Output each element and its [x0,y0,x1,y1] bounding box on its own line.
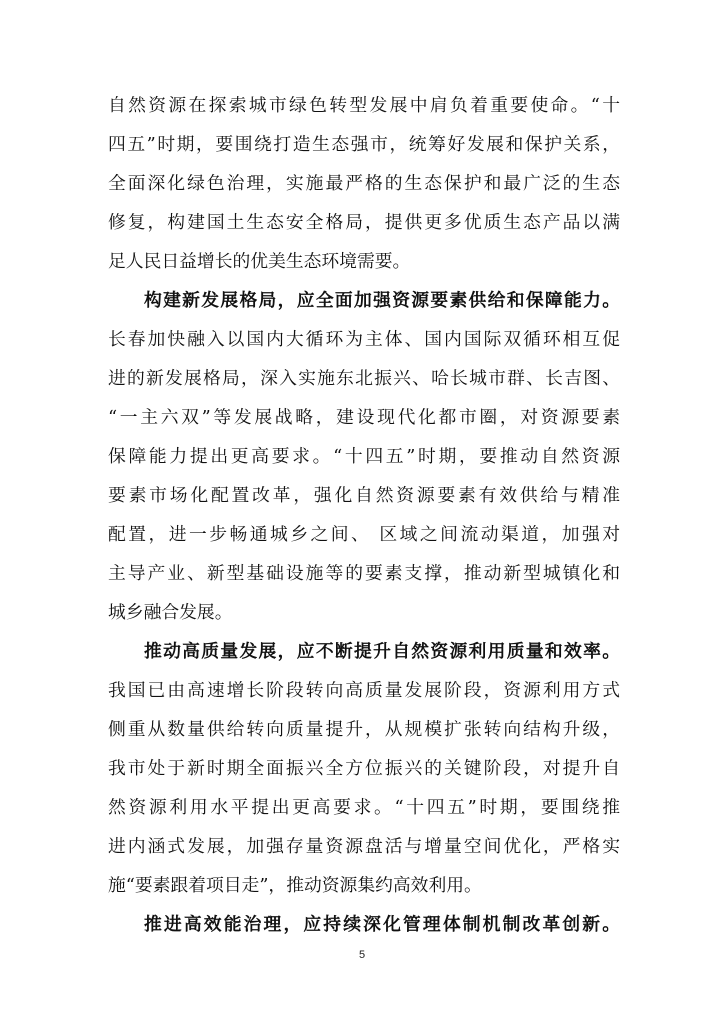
body-text-line: 保障能力提出更高要求。“十四五”时期，要推动自然资源 [108,446,620,467]
body-text-line: 我国已由高速增长阶段转向高质量发展阶段，资源利用方式 [108,680,620,701]
body-text-line: 进的新发展格局，深入实施东北振兴、哈长城市群、长吉图、 [108,368,620,389]
section-heading-line: 构建新发展格局，应全面加强资源要素供给和保障能力。 [144,290,620,311]
body-text-line: 城乡融合发展。 [108,602,233,623]
body-text-line: 要素市场化配置改革，强化自然资源要素有效供给与精准 [108,485,620,506]
body-text-line: 配置，进一步畅通城乡之间、 区域之间流动渠道，加强对 [108,524,620,545]
body-text-line: 全面深化绿色治理，实施最严格的生态保护和最广泛的生态 [108,173,620,194]
document-body [108,86,620,944]
body-text-line: 然资源利用水平提出更高要求。“十四五”时期，要围绕推 [108,797,620,818]
body-text-line: 我市处于新时期全面振兴全方位振兴的关键阶段，对提升自 [108,758,620,779]
body-text-line: 足人民日益增长的优美生态环境需要。 [108,251,411,272]
section-heading-line: 推动高质量发展，应不断提升自然资源利用质量和效率。 [144,641,620,662]
body-text-line: 主导产业、新型基础设施等的要素支撑，推动新型城镇化和 [108,563,620,584]
page-number: 5 [358,949,366,961]
body-text-line: 长春加快融入以国内大循环为主体、国内国际双循环相互促 [108,329,620,350]
body-text-line: 施“要素跟着项目走”，推动资源集约高效利用。 [108,875,482,896]
body-text-line: 侧重从数量供给转向质量提升，从规模扩张转向结构升级， [108,719,620,740]
body-text-line: 修复，构建国土生态安全格局，提供更多优质生态产品以满 [108,212,620,233]
body-text-line: “一主六双”等发展战略，建设现代化都市圈，对资源要素 [108,407,620,428]
body-text-line: 进内涵式发展，加强存量资源盘活与增量空间优化，严格实 [108,836,620,857]
body-text-line: 自然资源在探索城市绿色转型发展中肩负着重要使命。“十 [108,95,620,116]
section-heading-line: 推进高效能治理，应持续深化管理体制机制改革创新。 [144,914,620,935]
body-text-line: 四五”时期，要围绕打造生态强市，统筹好发展和保护关系， [108,134,620,155]
